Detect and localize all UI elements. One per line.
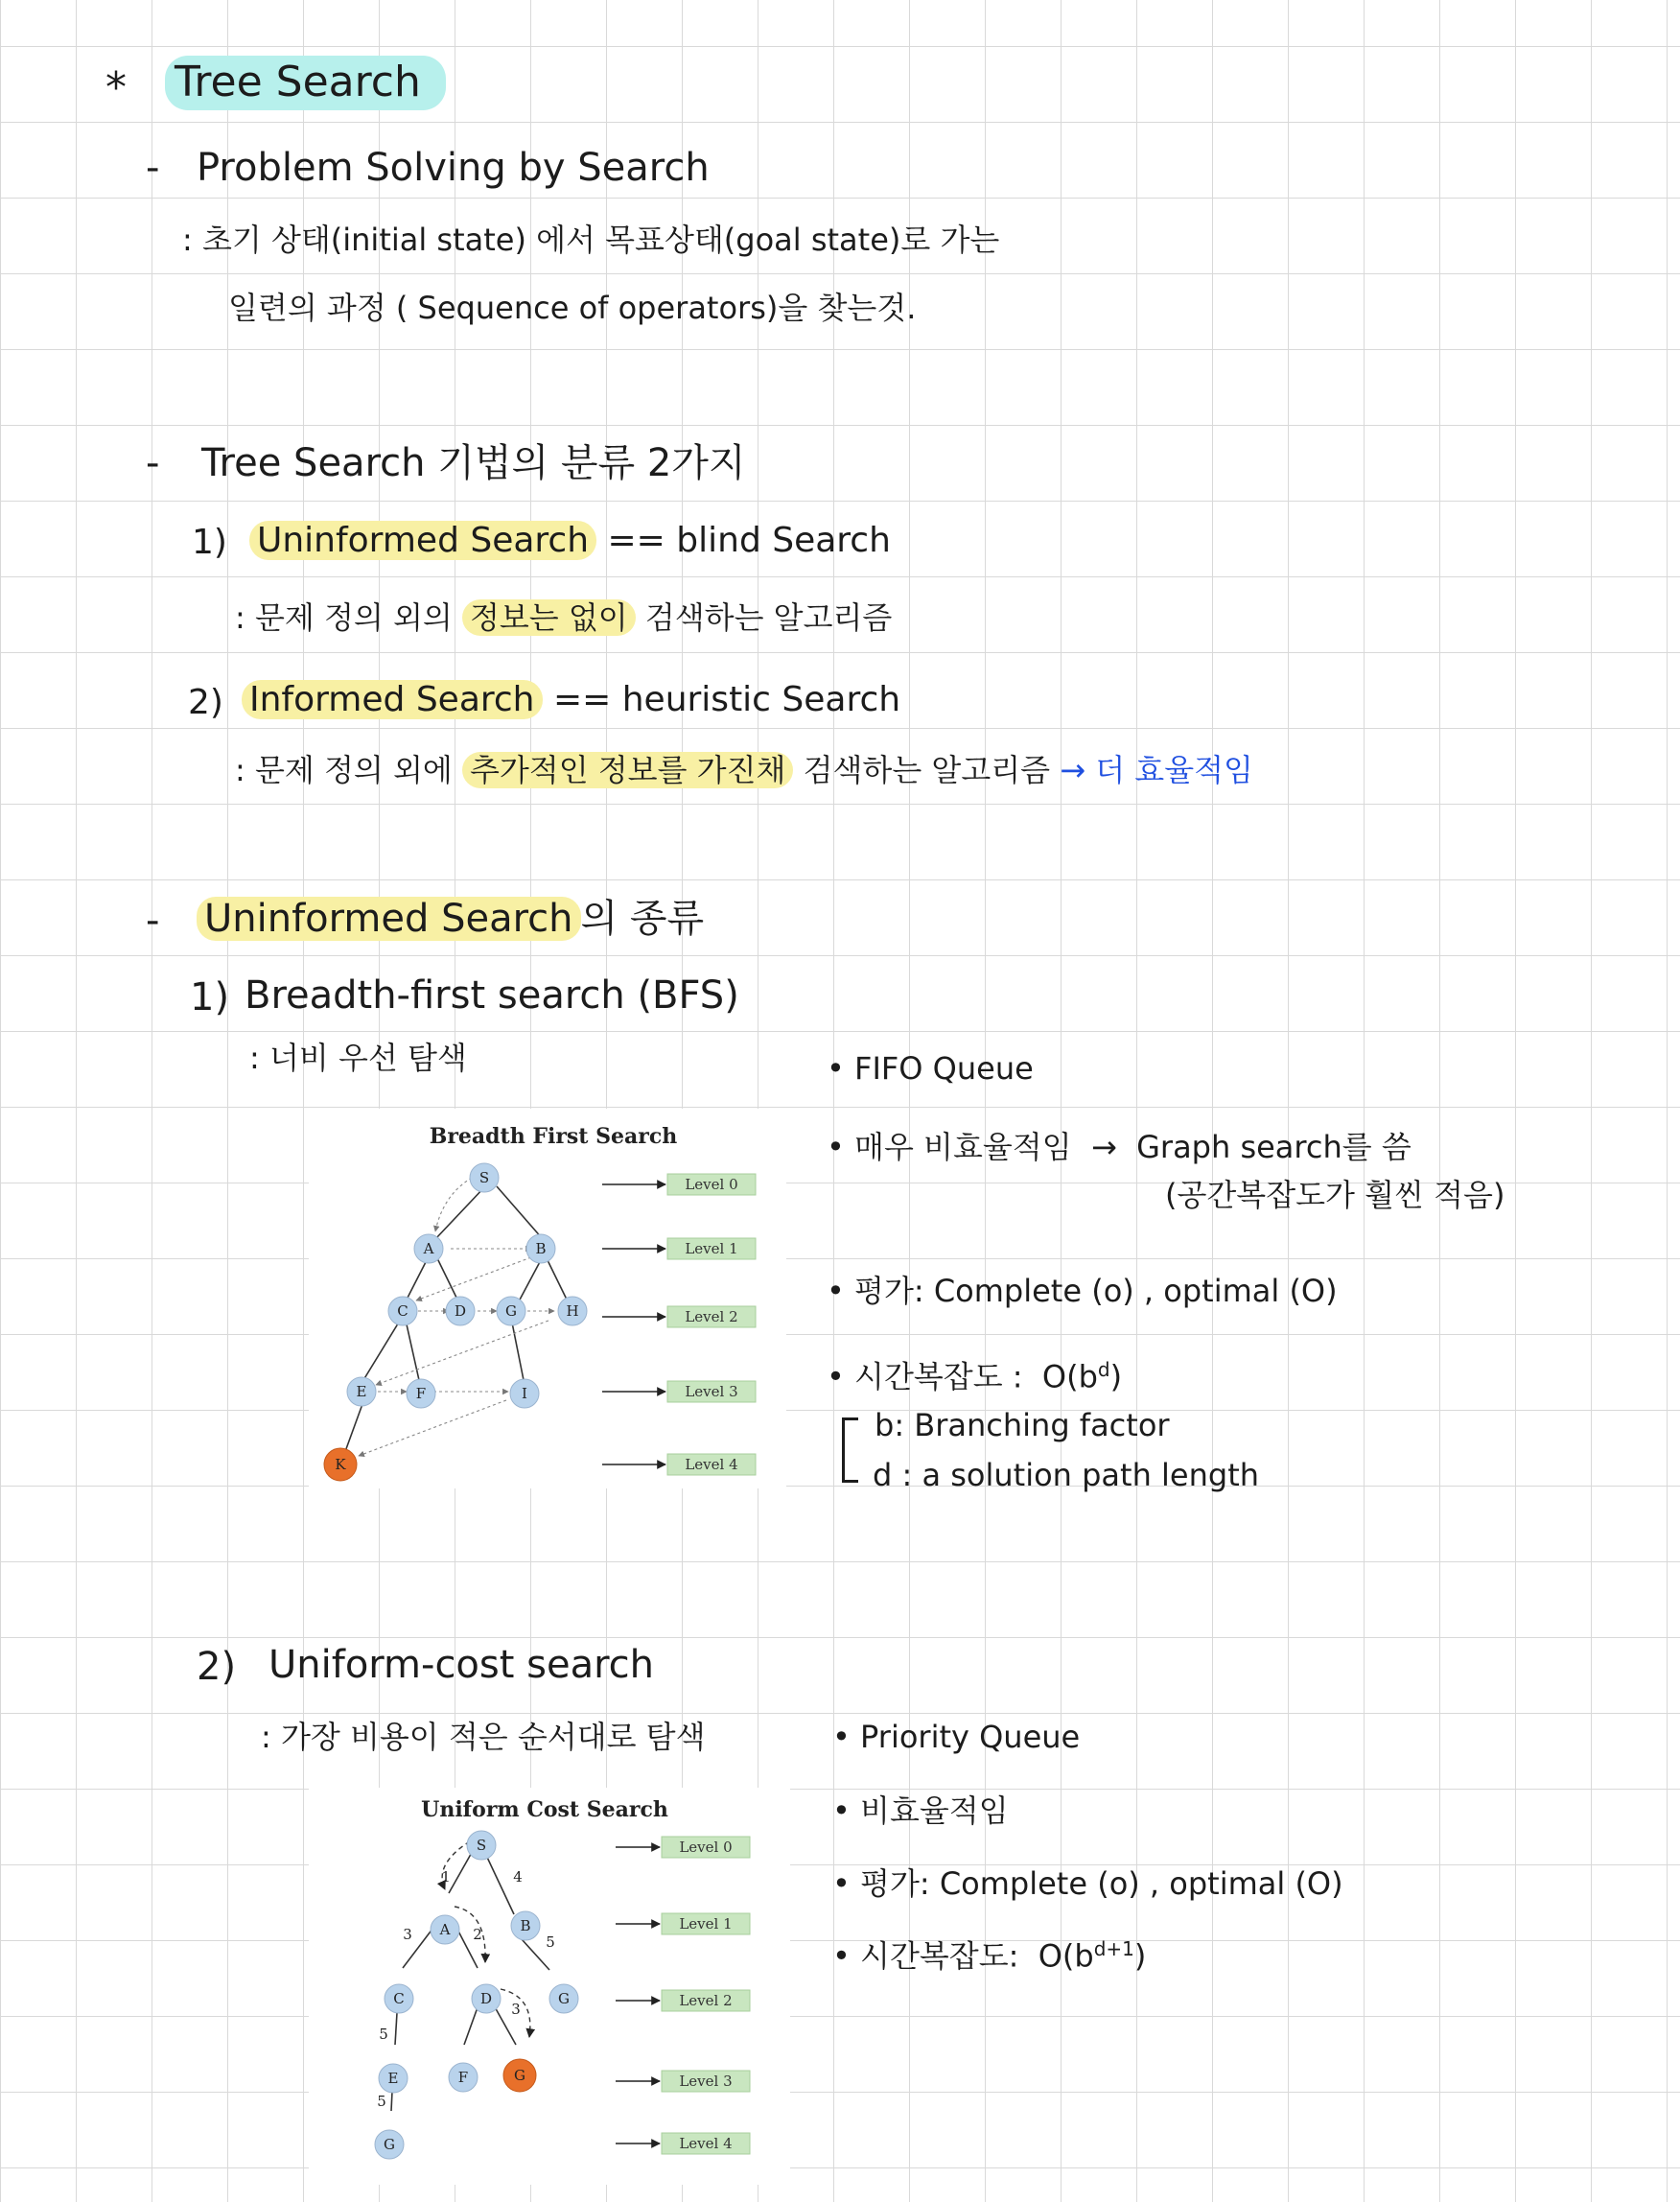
- bfs-level-label: Level 2: [685, 1308, 738, 1325]
- edge-weight: 5: [377, 2093, 386, 2110]
- bfs-node: A: [423, 1240, 434, 1257]
- ucs-diagram: [309, 1788, 790, 2185]
- bfs-level-label: Level 1: [685, 1240, 738, 1257]
- ucs-num: 2): [197, 1645, 237, 1689]
- bfs-node: F: [415, 1385, 427, 1402]
- arrow-icon: →: [1090, 1129, 1117, 1165]
- bfs-diagram: [309, 1109, 786, 1488]
- star-bullet: *: [105, 63, 127, 112]
- ucs-level-label: Level 0: [679, 1839, 733, 1856]
- bfs-num: 1): [190, 975, 230, 1019]
- edge-weight: 2: [473, 1926, 482, 1943]
- item1-rest: == blind Search: [607, 521, 891, 560]
- item1-label: Uninformed Search: [249, 521, 596, 560]
- item2-desc-pre: : 문제 정의 외에: [235, 752, 453, 788]
- ucs-goal-node: G: [514, 2067, 525, 2084]
- item2-num: 2): [188, 683, 223, 722]
- bfs-goal-node: K: [335, 1456, 346, 1473]
- bfs-bullet-sub: (공간복잡도가 훨씬 적음): [1165, 1177, 1505, 1213]
- ucs-node: D: [479, 1990, 493, 2007]
- bfs-desc: : 너비 우선 탐색: [249, 1040, 467, 1076]
- page-title-text: Tree Search: [165, 56, 446, 110]
- item2-note: 더 효율적임: [1095, 752, 1253, 788]
- ucs-bullet-priority: • Priority Queue: [832, 1719, 1081, 1755]
- bfs-diagram-title: Breadth First Search: [429, 1124, 678, 1149]
- bfs-legend-d: d : a solution path length: [873, 1457, 1260, 1493]
- edge-weight: 5: [546, 1933, 555, 1951]
- bfs-node: C: [397, 1302, 408, 1320]
- bfs-legend-b: b: Branching factor: [875, 1407, 1170, 1443]
- ucs-level-label: Level 4: [679, 2135, 733, 2152]
- edge-weight: 5: [379, 2026, 388, 2043]
- section1-title: Problem Solving by Search: [197, 146, 710, 190]
- bfs-title: Breadth-first search (BFS): [245, 973, 739, 1018]
- item1-desc-post: 검색하는 알고리즘: [644, 599, 893, 636]
- section3-title-rest: 의 종류: [580, 897, 705, 941]
- ucs-node: S: [476, 1837, 487, 1854]
- edge-weight: 3: [403, 1926, 412, 1943]
- edge-weight: 3: [511, 2001, 521, 2018]
- item2-desc-post: 검색하는 알고리즘: [803, 752, 1051, 788]
- bfs-diagram-svg: [309, 1109, 786, 1488]
- bfs-eval: • 평가: Complete (o) , optimal (O): [827, 1273, 1338, 1309]
- section2-title: Tree Search 기법의 분류 2가지: [201, 441, 746, 485]
- ucs-diagram-svg: [309, 1788, 790, 2185]
- item1-line: [249, 521, 891, 560]
- bfs-level-label: Level 0: [685, 1176, 738, 1193]
- item1-desc: [235, 599, 893, 636]
- bfs-bullet-fifo: • FIFO Queue: [827, 1050, 1034, 1087]
- arrow-icon: →: [1060, 752, 1086, 788]
- bfs-node: D: [454, 1302, 467, 1320]
- bfs-node: E: [356, 1383, 367, 1400]
- bfs-node: I: [522, 1385, 527, 1402]
- bfs-node: S: [478, 1169, 490, 1186]
- ucs-level-label: Level 3: [679, 2073, 733, 2090]
- bfs-level-label: Level 4: [685, 1456, 738, 1473]
- item1-num: 1): [192, 523, 227, 562]
- item2-label: Informed Search: [242, 680, 543, 719]
- item2-desc: [235, 752, 1253, 788]
- section3-title-hl: Uninformed Search: [197, 897, 581, 941]
- section1-line1: : 초기 상태(initial state) 에서 목표상태(goal state)로 가는: [182, 222, 1000, 258]
- ucs-node: C: [393, 1990, 405, 2007]
- item1-desc-hl: 정보는 없이: [462, 599, 636, 636]
- page-title: [165, 58, 446, 106]
- item2-rest: == heuristic Search: [552, 680, 901, 719]
- ucs-node: B: [520, 1917, 531, 1934]
- ucs-desc: : 가장 비용이 적은 순서대로 탐색: [261, 1719, 706, 1755]
- ucs-level-label: Level 2: [679, 1992, 733, 2009]
- ucs-eval: • 평가: Complete (o) , optimal (O): [832, 1865, 1343, 1902]
- section1-dash: -: [146, 146, 160, 190]
- section2-dash: -: [146, 441, 160, 485]
- edge-weight: 1: [441, 1868, 451, 1886]
- ucs-node: G: [384, 2136, 395, 2153]
- ucs-time: • 시간복잡도: $O(b^{d+1})$: [832, 1937, 1147, 1975]
- bfs-level-label: Level 3: [685, 1383, 738, 1400]
- item2-desc-hl: 추가적인 정보를 가진채: [462, 752, 793, 788]
- section1-line2: 일련의 과정 ( Sequence of operators)을 찾는것.: [228, 290, 917, 326]
- ucs-node: E: [387, 2070, 399, 2087]
- ucs-title: Uniform-cost search: [268, 1643, 655, 1687]
- item2-line: [242, 680, 901, 719]
- ucs-diagram-title: Uniform Cost Search: [421, 1797, 668, 1822]
- ucs-node: F: [457, 2069, 469, 2086]
- bfs-node: H: [566, 1302, 579, 1320]
- ucs-level-label: Level 1: [679, 1915, 733, 1933]
- ucs-node: G: [558, 1990, 570, 2007]
- bfs-node: G: [505, 1302, 517, 1320]
- edge-weight: 4: [513, 1868, 523, 1886]
- bfs-bullet-inefficient: • 매우 비효율적임 → Graph search를 씀: [827, 1129, 1412, 1165]
- ucs-bullet-inefficient: • 비효율적임: [832, 1792, 1009, 1829]
- section3-dash: -: [146, 899, 160, 943]
- bfs-time: • 시간복잡도 : $O(b^d)$: [827, 1358, 1123, 1395]
- item1-desc-pre: : 문제 정의 외의: [235, 599, 453, 636]
- legend-bracket: [842, 1417, 858, 1483]
- section3-title: [197, 897, 705, 941]
- ucs-node: A: [439, 1921, 451, 1938]
- bfs-node: B: [535, 1240, 547, 1257]
